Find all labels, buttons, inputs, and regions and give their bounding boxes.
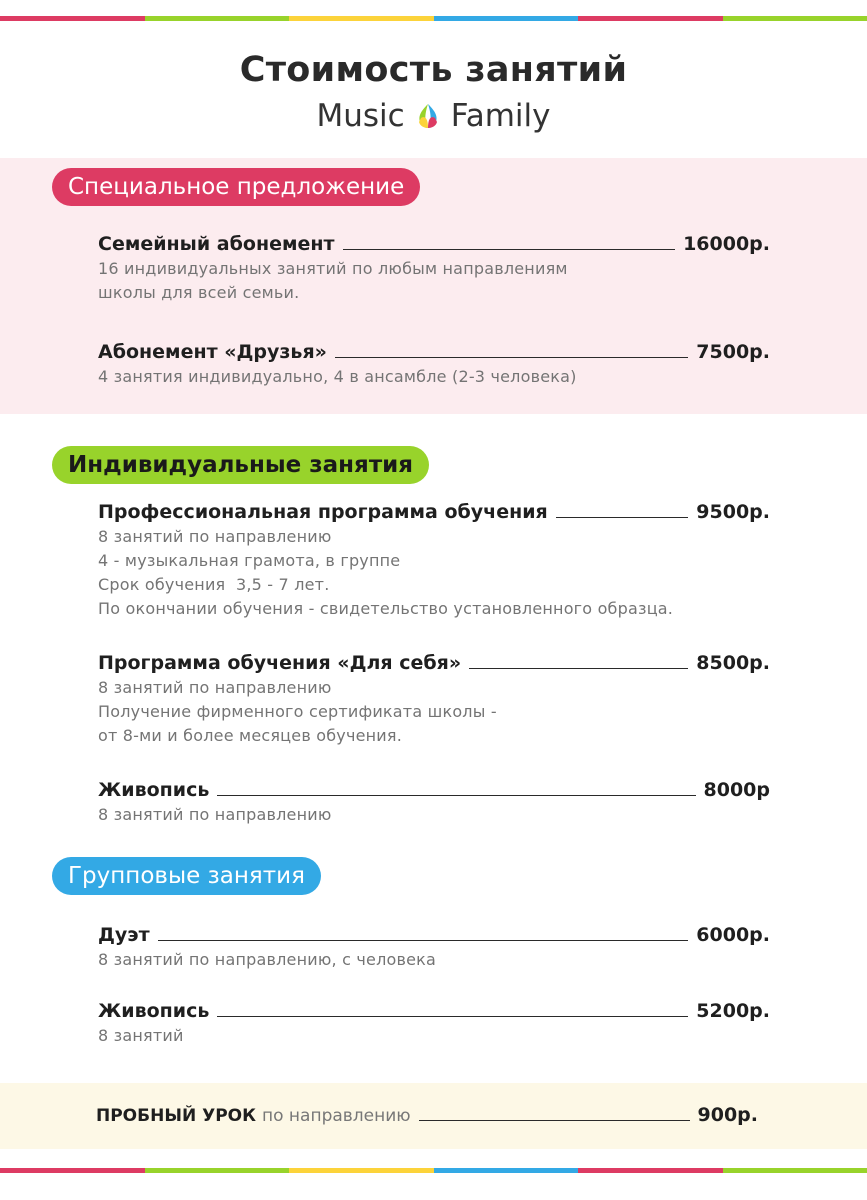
item-description: 4 занятия индивидуально, 4 в ансамбле (2-3 человека) (98, 367, 577, 386)
item-price: 6000р. (696, 924, 770, 946)
price-item-for-self (98, 648, 770, 748)
leader-line (419, 1120, 690, 1121)
leader-line (343, 249, 676, 250)
brand-logo (0, 98, 867, 134)
trial-label: ПРОБНЫЙ УРОК (96, 1106, 256, 1126)
bottom-color-stripe (0, 1168, 867, 1173)
item-description: 16 индивидуальных занятий по любым направлениям школы для всей семьи. (98, 259, 568, 302)
price-item-duet (98, 920, 770, 972)
trial-price: 900р. (697, 1104, 758, 1126)
item-price: 8000р (703, 779, 770, 801)
price-item-friends (98, 337, 770, 389)
item-name: Живопись (98, 779, 210, 801)
trial-lesson (96, 1100, 758, 1126)
leader-line (217, 1016, 688, 1017)
item-name: Программа обучения «Для себя» (98, 652, 462, 674)
brand-name-left: Music (316, 98, 405, 134)
price-item-professional (98, 497, 770, 621)
brand-name-right: Family (450, 98, 551, 134)
item-price: 16000р. (683, 233, 770, 255)
item-description: 8 занятий по направлению, с человека (98, 950, 437, 969)
page-title: Стоимость занятий (239, 50, 628, 90)
item-name: Абонемент «Друзья» (98, 341, 327, 363)
item-description: 8 занятий по направлению (98, 805, 332, 824)
section-special-heading: Специальное предложение (52, 168, 420, 206)
item-price: 9500р. (696, 501, 770, 523)
item-price: 7500р. (696, 341, 770, 363)
leader-line (469, 668, 688, 669)
item-description: 8 занятий (98, 1026, 184, 1045)
price-item-family (98, 229, 770, 305)
price-item-painting-group (98, 996, 770, 1048)
price-item-painting-individual (98, 775, 770, 827)
section-group-heading: Групповые занятия (52, 857, 321, 895)
section-individual-heading: Индивидуальные занятия (52, 446, 429, 484)
item-name: Живопись (98, 1000, 210, 1022)
top-color-stripe (0, 16, 867, 21)
item-price: 5200р. (696, 1000, 770, 1022)
leader-line (556, 517, 689, 518)
item-name: Профессиональная программа обучения (98, 501, 548, 523)
music-family-logo-icon (413, 101, 443, 131)
item-price: 8500р. (696, 652, 770, 674)
leader-line (335, 357, 688, 358)
leader-line (217, 795, 695, 796)
item-name: Семейный абонемент (98, 233, 335, 255)
item-description: 8 занятий по направлению Получение фирменного сертификата школы - от 8-ми и более месяцев обучения. (98, 678, 497, 745)
item-description: 8 занятий по направлению 4 - музыкальная грамота, в группе Срок обучения 3,5 - 7 лет. По окончании обучения - свидетельство установленного образца. (98, 527, 674, 618)
item-name: Дуэт (98, 924, 150, 946)
leader-line (158, 940, 689, 941)
trial-sublabel: по направлению (262, 1106, 411, 1126)
